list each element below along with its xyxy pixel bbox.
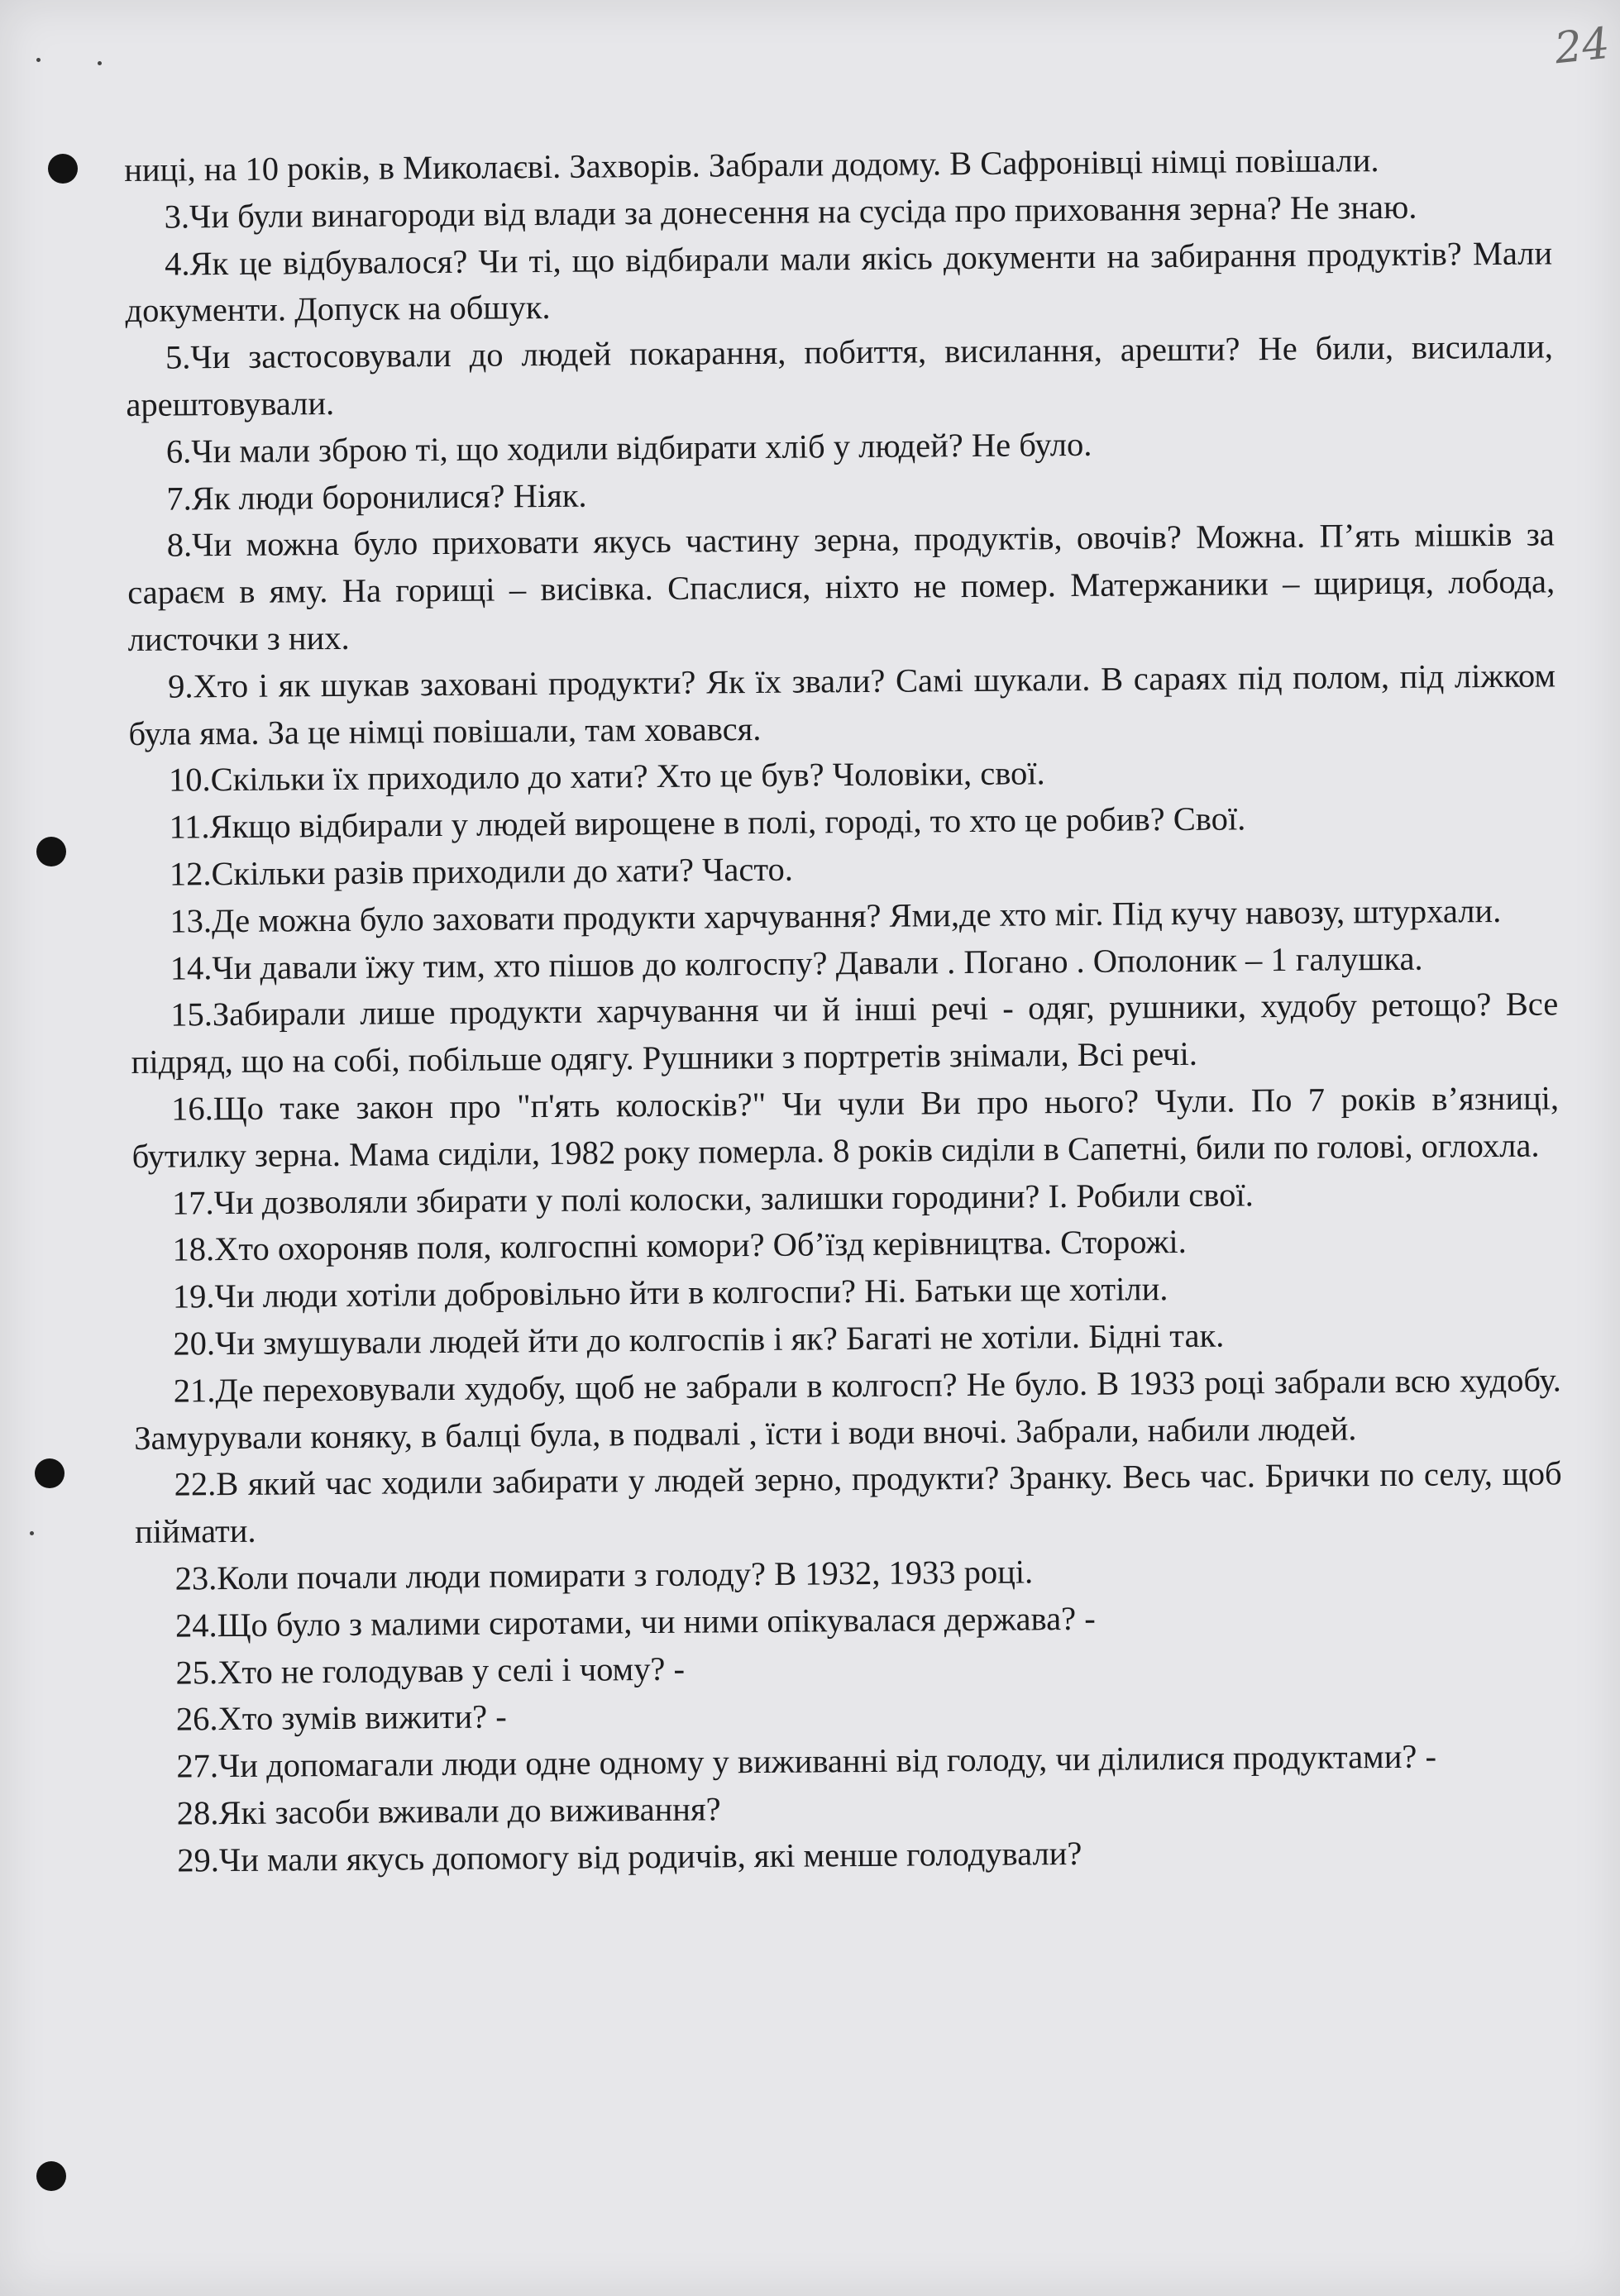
question-answer-paragraph: 13.Де можна було заховати продукти харчування? Ями,де хто міг. Під кучу навозу, штурхали. [170, 891, 1502, 940]
question-answer-paragraph: 6.Чи мали зброю ті, що ходили відбирати хліб у людей? Не було. [165, 425, 1092, 470]
scan-speck [36, 58, 41, 62]
scan-speck [30, 1531, 34, 1535]
question-answer-paragraph: 27.Чи допомагали люди одне одному у виживанні від голоду, чи ділилися продуктами? - [176, 1737, 1437, 1785]
question-answer-paragraph: 20.Чи змушували людей йти до колгоспів і як? Багаті не хотіли. Бідні так. [173, 1316, 1225, 1363]
question-answer-paragraph: 11.Якщо відбирали у людей вирощене в полі, городі, то хто це робив? Свої. [169, 800, 1246, 846]
question-answer-paragraph: 17.Чи дозволяли збирати у полі колоски, залишки городини? І. Робили свої. [171, 1175, 1254, 1222]
question-answer-paragraph: 28.Які засоби вживали до виживання? [176, 1790, 721, 1832]
question-answer-paragraph: 9.Хто і як шукав заховані продукти? Як їх звали? Самі шукали. В сараях під полом, під ліжком була яма. За це німці повішали, там ховався. [128, 656, 1556, 752]
question-answer-paragraph: 12.Скільки разів приходили до хати? Часто. [169, 850, 794, 893]
question-answer-paragraph: 26.Хто зумів вижити? - [175, 1697, 507, 1738]
punch-hole-2 [36, 837, 66, 866]
document-body [124, 136, 1565, 1884]
punch-hole-1 [48, 154, 78, 184]
question-answer-paragraph: 19.Чи люди хотіли добровільно йти в колгоспи? Ні. Батьки ще хотіли. [172, 1270, 1168, 1315]
continued-paragraph: ниці, на 10 років, в Миколаєві. Захворів. Забрали додому. В Сафронівці німці повішали. [124, 141, 1379, 189]
question-answer-paragraph: 3.Чи були винагороди від влади за донесення на сусіда про приховання зерна? Не знаю. [164, 188, 1417, 236]
page-number: 24 [1552, 18, 1613, 74]
question-answer-paragraph: 23.Коли почали люди помирати з голоду? В 1932, 1933 році. [174, 1553, 1034, 1597]
question-answer-paragraph: 10.Скільки їх приходило до хати? Хто це був? Чоловіки, свої. [168, 754, 1045, 799]
question-answer-paragraph: 25.Хто не голодував у селі і чому? - [175, 1649, 686, 1692]
question-answer-paragraph: 22.В який час ходили забирати у людей зерно, продукти? Зранку. Весь час. Брички по селу, щоб піймати. [134, 1454, 1562, 1551]
question-answer-paragraph: 16.Що таке закон про "п'ять колосків?" Чи чули Ви про нього? Чули. По 7 років в’язниці, бутилку зерна. Мама сиділи, 1982 року померла. 8 років сиділи в Сапетні, били по голові, оглохла. [131, 1079, 1560, 1175]
question-answer-paragraph: 4.Як це відбувалося? Чи ті, що відбирали мали якісь документи на забирання продуктів? Мали документи. Допуск на обшук. [125, 234, 1553, 330]
question-answer-paragraph: 18.Хто охороняв поля, колгоспні комори? Об’їзд керівництва. Сторожі. [172, 1223, 1188, 1268]
question-answer-paragraph: 21.Де переховували худобу, щоб не забрали в колгосп? Не було. В 1933 році забрали всю худобу. Замурували коняку, в балці була, в подвалі , їсти і води вночі. Забрали, набили людей. [134, 1361, 1561, 1457]
question-answer-paragraph: 7.Як люди боронилися? Ніяк. [166, 476, 587, 518]
question-answer-paragraph: 29.Чи мали якусь допомогу від родичів, які менше голодували? [177, 1834, 1082, 1879]
question-answer-paragraph: 15.Забирали лише продукти харчування чи й інші речі - одяг, рушники, худобу ретощо? Все підряд, що на собі, побільше одягу. Рушники з портретів знімали, Всі речі. [131, 985, 1559, 1081]
question-answer-paragraph: 5.Чи застосовували до людей покарання, побиття, висилання, арешти? Не били, висилали, арештовували. [126, 327, 1554, 423]
punch-hole-3 [35, 1458, 65, 1488]
question-answer-paragraph: 8.Чи можна було приховати якусь частину зерна, продуктів, овочів? Можна. П’ять мішків за сараєм в яму. На горищі – висівка. Спаслися, ніхто не помер. Матержаники – щириця, лобода, листочки з них. [127, 515, 1555, 658]
question-answer-paragraph: 14.Чи давали їжу тим, хто пішов до колгоспу? Давали . Погано . Ополоник – 1 галушка. [170, 939, 1423, 987]
question-answer-paragraph: 24.Що було з малими сиротами, чи ними опікувалася держава? - [174, 1599, 1096, 1644]
punch-hole-4 [36, 2161, 66, 2191]
scan-speck [98, 61, 102, 65]
